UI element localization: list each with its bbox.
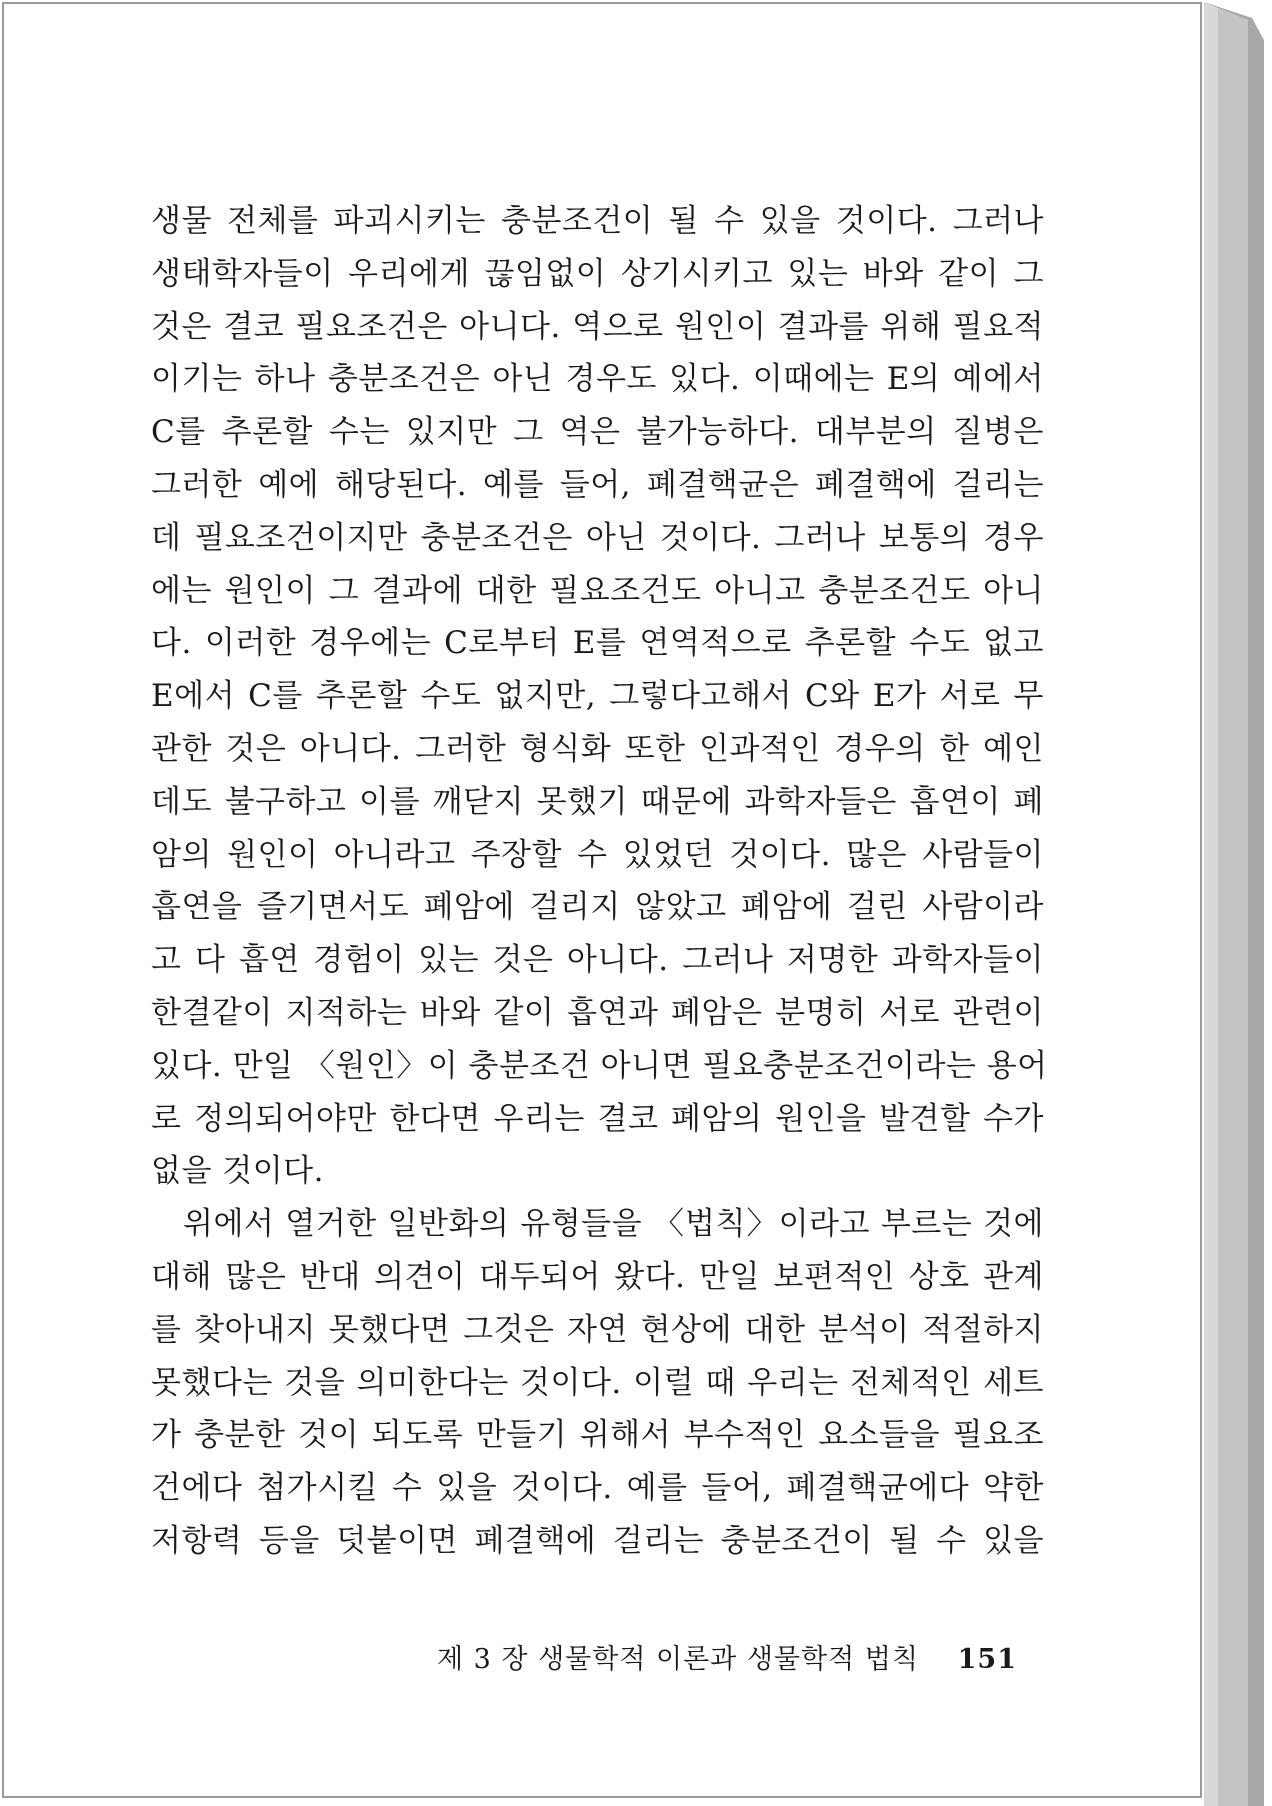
- running-footer: [437, 1640, 1017, 1680]
- text-line: 를 찾아내지 못했다면 그것은 자연 현상에 대한 분석이 적절하지: [151, 1311, 1044, 1348]
- text-line: C를 추론할 수는 있지만 그 역은 불가능하다. 대부분의 질병은: [151, 414, 1044, 451]
- text-line: 그러한 예에 해당된다. 예를 들어, 폐결핵균은 폐결핵에 걸리는: [151, 466, 1044, 503]
- text-line: 없을 것이다.: [151, 1153, 324, 1190]
- text-line: 가 충분한 것이 되도록 만들기 위해서 부수적인 요소들을 필요조: [151, 1417, 1044, 1454]
- text-line: 고 다 흡연 경험이 있는 것은 아니다. 그러나 저명한 과학자들이: [151, 942, 1044, 979]
- text-line: 이기는 하나 충분조건은 아닌 경우도 있다. 이때에는 E의 예에서: [151, 361, 1044, 398]
- text-line: 생태학자들이 우리에게 끊임없이 상기시키고 있는 바와 같이 그: [151, 255, 1044, 292]
- text-line: 못했다는 것을 의미한다는 것이다. 이럴 때 우리는 전체적인 세트: [151, 1364, 1044, 1401]
- text-line: 위에서 열거한 일반화의 유형들을 〈법칙〉이라고 부르는 것에: [183, 1206, 1044, 1243]
- text-line: 생물 전체를 파괴시키는 충분조건이 될 수 있을 것이다. 그러나: [151, 203, 1044, 239]
- text-line: 저항력 등을 덧붙이면 폐결핵에 걸리는 충분조건이 될 수 있을: [151, 1522, 1044, 1559]
- text-line: 다. 이러한 경우에는 C로부터 E를 연역적으로 추론할 수도 없고: [151, 625, 1044, 662]
- page-number: 151: [957, 1644, 1017, 1675]
- body-text: [151, 195, 1048, 1568]
- text-line: 데도 불구하고 이를 깨닫지 못했기 때문에 과학자들은 흡연이 폐: [151, 783, 1044, 820]
- text-line: E에서 C를 추론할 수도 없지만, 그렇다고해서 C와 E가 서로 무: [151, 678, 1044, 715]
- page-edge-shadow: [1204, 0, 1264, 1806]
- text-line: 한결같이 지적하는 바와 같이 흡연과 폐암은 분명히 서로 관련이: [151, 994, 1044, 1031]
- text-line: 흡연을 즐기면서도 폐암에 걸리지 않았고 폐암에 걸린 사람이라: [151, 889, 1044, 926]
- text-line: 에는 원인이 그 결과에 대한 필요조건도 아니고 충분조건도 아니: [151, 572, 1044, 609]
- chapter-title: 제 3 장 생물학적 이론과 생물학적 법칙: [437, 1644, 919, 1675]
- text-line: 관한 것은 아니다. 그러한 형식화 또한 인과적인 경우의 한 예인: [151, 730, 1044, 767]
- text-line: 데 필요조건이지만 충분조건은 아닌 것이다. 그러나 보통의 경우: [151, 519, 1044, 556]
- text-line: 있다. 만일 〈원인〉이 충분조건 아니면 필요충분조건이라는 용어: [151, 1047, 1048, 1084]
- text-line: 대해 많은 반대 의견이 대두되어 왔다. 만일 보편적인 상호 관계: [151, 1258, 1044, 1295]
- text-line: 건에다 첨가시킬 수 있을 것이다. 예를 들어, 폐결핵균에다 약한: [151, 1470, 1044, 1507]
- text-line: 것은 결코 필요조건은 아니다. 역으로 원인이 결과를 위해 필요적: [151, 308, 1044, 345]
- text-line: 로 정의되어야만 한다면 우리는 결코 폐암의 원인을 발견할 수가: [151, 1100, 1044, 1137]
- text-line: 암의 원인이 아니라고 주장할 수 있었던 것이다. 많은 사람들이: [151, 836, 1044, 873]
